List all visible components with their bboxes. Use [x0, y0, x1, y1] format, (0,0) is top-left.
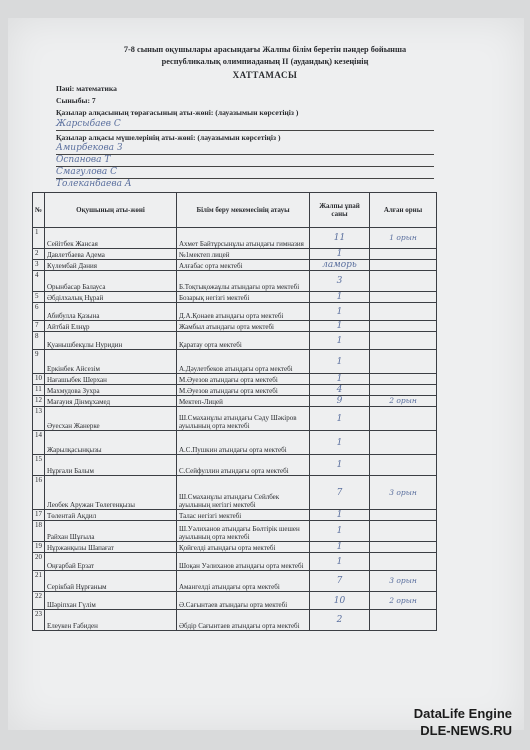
document-title: ХАТТАМАСЫ: [232, 70, 298, 80]
school-name: Ахмет Байтұрсынұлы атындағы гимназия: [177, 228, 310, 249]
score-value: 1: [310, 542, 370, 553]
score-value: 10: [310, 592, 370, 610]
row-number: 10: [33, 374, 45, 385]
row-number: 7: [33, 321, 45, 332]
row-number: 16: [33, 476, 45, 510]
score-value: 1: [310, 350, 370, 374]
table-row: [33, 521, 437, 542]
place-value: [370, 350, 437, 374]
student-name: Айтбай Елнұр: [45, 321, 177, 332]
school-name: Ш.Смаханұлы атындағы Сейлбек ауылының негізгі мектебі: [177, 476, 310, 510]
student-name: Махмудова Зухра: [45, 385, 177, 396]
table-row: [33, 476, 437, 510]
place-value: [370, 610, 437, 631]
place-value: 3 орын: [370, 476, 437, 510]
school-name: Әбдір Сағынтаев атындағы орта мектебі: [177, 610, 310, 631]
student-name: Мағауия Дінмұхамед: [45, 396, 177, 407]
place-value: [370, 553, 437, 571]
header-number: №: [33, 193, 45, 228]
student-name: Райхан Шұғыла: [45, 521, 177, 542]
score-value: 1: [310, 521, 370, 542]
place-value: [370, 332, 437, 350]
student-name: Нұржанқызы Шапағат: [45, 542, 177, 553]
table-row: [33, 249, 437, 260]
place-value: [370, 542, 437, 553]
student-name: Сейітбек Жансая: [45, 228, 177, 249]
header-place: Алған орны: [370, 193, 437, 228]
subject-label: Пәні: математика: [56, 84, 117, 93]
row-number: 6: [33, 303, 45, 321]
member-name: Смагулова С: [56, 167, 434, 179]
place-value: [370, 431, 437, 455]
school-name: Шоқан Уәлиханов атындағы орта мектебі: [177, 553, 310, 571]
table-row: [33, 431, 437, 455]
place-value: [370, 260, 437, 271]
table-row: [33, 303, 437, 321]
row-number: 1: [33, 228, 45, 249]
score-value: 1: [310, 321, 370, 332]
table-row: [33, 374, 437, 385]
school-name: Қаратау орта мектебі: [177, 332, 310, 350]
table-row: [33, 271, 437, 292]
school-name: Д.А.Қонаев атындағы орта мектебі: [177, 303, 310, 321]
table-row: [33, 571, 437, 592]
place-value: 2 орын: [370, 396, 437, 407]
members-label: Қазылар алқасы мүшелерінің аты-жөні: (лауазымын көрсетіңіз ): [56, 133, 281, 142]
place-value: [370, 455, 437, 476]
row-number: 3: [33, 260, 45, 271]
row-number: 23: [33, 610, 45, 631]
table-row: [33, 332, 437, 350]
student-name: Оңғарбай Ерзат: [45, 553, 177, 571]
row-number: 14: [33, 431, 45, 455]
school-name: М.Әуезов атындағы орта мектебі: [177, 385, 310, 396]
student-name: Төлентай Ақдил: [45, 510, 177, 521]
table-row: [33, 385, 437, 396]
table-row: [33, 455, 437, 476]
table-row: [33, 350, 437, 374]
school-name: Б.Тоқтықожаұлы атындағы орта мектебі: [177, 271, 310, 292]
row-number: 11: [33, 385, 45, 396]
student-name: Жарылқасынқызы: [45, 431, 177, 455]
school-name: Алғабас орта мектебі: [177, 260, 310, 271]
student-name: Шәріпхан Гүлім: [45, 592, 177, 610]
score-value: 1: [310, 455, 370, 476]
row-number: 8: [33, 332, 45, 350]
chair-name: Жарсыбаев С: [56, 119, 434, 131]
school-name: Ә.Сағынтаев атындағы орта мектебі: [177, 592, 310, 610]
place-value: [370, 510, 437, 521]
score-value: 2: [310, 610, 370, 631]
school-name: Қойгелді атындағы орта мектебі: [177, 542, 310, 553]
watermark-line-1: DataLife Engine: [413, 706, 512, 721]
results-table: [32, 192, 437, 631]
score-value: 1: [310, 303, 370, 321]
score-value: 4: [310, 385, 370, 396]
student-name: Абибулла Қазына: [45, 303, 177, 321]
chair-label: Қазылар алқасының төрағасының аты-жөні: (лауазымын көрсетіңіз ): [56, 108, 299, 117]
student-name: Серікбай Нұрғаным: [45, 571, 177, 592]
header-school: Білім беру мекемесінің атауы: [177, 193, 310, 228]
place-value: 2 орын: [370, 592, 437, 610]
school-name: А.С.Пушкин атындағы орта мектебі: [177, 431, 310, 455]
school-name: Амангелді атындағы орта мектебі: [177, 571, 310, 592]
place-value: [370, 249, 437, 260]
place-value: [370, 385, 437, 396]
row-number: 15: [33, 455, 45, 476]
school-name: Ш.Смаханұлы атындағы Сәду Шәкіров ауылының орта мектебі: [177, 407, 310, 431]
student-name: Давлетбаева Адема: [45, 249, 177, 260]
score-value: 7: [310, 476, 370, 510]
score-value: 1: [310, 292, 370, 303]
score-value: 7: [310, 571, 370, 592]
student-name: Әбділхалық Нұрай: [45, 292, 177, 303]
member-name: Толеканбаева А: [56, 179, 132, 189]
score-value: 1: [310, 249, 370, 260]
score-value: 1: [310, 431, 370, 455]
score-value: 1: [310, 374, 370, 385]
row-number: 2: [33, 249, 45, 260]
header-student-name: Оқушының аты-жөні: [45, 193, 177, 228]
school-name: №1мектеп лицей: [177, 249, 310, 260]
school-name: Талас негізгі мектебі: [177, 510, 310, 521]
row-number: 21: [33, 571, 45, 592]
school-name: А.Дәулетбеков атындағы орта мектебі: [177, 350, 310, 374]
school-name: Мектеп-Лицей: [177, 396, 310, 407]
score-value: ламорь: [310, 260, 370, 271]
header-line-2: республикалық олимпиаданың ІІ (аудандық) кезеңінің: [161, 57, 369, 66]
row-number: 12: [33, 396, 45, 407]
table-row: [33, 228, 437, 249]
table-row: [33, 407, 437, 431]
place-value: [370, 271, 437, 292]
score-value: 1: [310, 510, 370, 521]
student-name: Күлембай Дәния: [45, 260, 177, 271]
school-name: С.Сейфуллин атындағы орта мектебі: [177, 455, 310, 476]
header-score: Жалпы ұпай саны: [310, 193, 370, 228]
student-name: Нағашыбек Шерхан: [45, 374, 177, 385]
school-name: Жамбыл атындағы орта мектебі: [177, 321, 310, 332]
student-name: Орынбасар Балауса: [45, 271, 177, 292]
place-value: [370, 407, 437, 431]
member-name: Оспанова Т: [56, 155, 434, 167]
school-name: Бозарық негізгі мектебі: [177, 292, 310, 303]
table-row: [33, 260, 437, 271]
row-number: 19: [33, 542, 45, 553]
score-value: 11: [310, 228, 370, 249]
table-header-row: [33, 193, 437, 228]
row-number: 20: [33, 553, 45, 571]
row-number: 5: [33, 292, 45, 303]
score-value: 1: [310, 332, 370, 350]
row-number: 17: [33, 510, 45, 521]
table-row: [33, 610, 437, 631]
row-number: 22: [33, 592, 45, 610]
table-row: [33, 396, 437, 407]
watermark-line-2: DLE-NEWS.RU: [420, 723, 512, 738]
table-row: [33, 510, 437, 521]
table-row: [33, 542, 437, 553]
header-line-1: 7-8 сынып оқушылары арасындағы Жалпы білім беретін пәндер бойынша: [123, 45, 407, 54]
row-number: 4: [33, 271, 45, 292]
place-value: [370, 292, 437, 303]
table-row: [33, 321, 437, 332]
score-value: 1: [310, 407, 370, 431]
student-name: Леобек Аружан Төлегенқызы: [45, 476, 177, 510]
student-name: Әуесхан Жанерке: [45, 407, 177, 431]
table-row: [33, 592, 437, 610]
table-row: [33, 553, 437, 571]
score-value: 9: [310, 396, 370, 407]
member-name: Амирбекова З: [56, 143, 434, 155]
place-value: [370, 374, 437, 385]
place-value: [370, 521, 437, 542]
score-value: 1: [310, 553, 370, 571]
student-name: Еркінбек Айсезім: [45, 350, 177, 374]
place-value: [370, 321, 437, 332]
table-row: [33, 292, 437, 303]
row-number: 9: [33, 350, 45, 374]
student-name: Қуанышбекұлы Нуридин: [45, 332, 177, 350]
place-value: [370, 303, 437, 321]
school-name: Ш.Уәлиханов атындағы Бөлтірік шешен ауылының орта мектебі: [177, 521, 310, 542]
school-name: М.Әуезов атындағы орта мектебі: [177, 374, 310, 385]
row-number: 13: [33, 407, 45, 431]
grade-label: Сыныбы: 7: [56, 96, 96, 105]
student-name: Нұрғали Балым: [45, 455, 177, 476]
student-name: Елеукен Ғабиден: [45, 610, 177, 631]
place-value: 1 орын: [370, 228, 437, 249]
score-value: 3: [310, 271, 370, 292]
place-value: 3 орын: [370, 571, 437, 592]
row-number: 18: [33, 521, 45, 542]
